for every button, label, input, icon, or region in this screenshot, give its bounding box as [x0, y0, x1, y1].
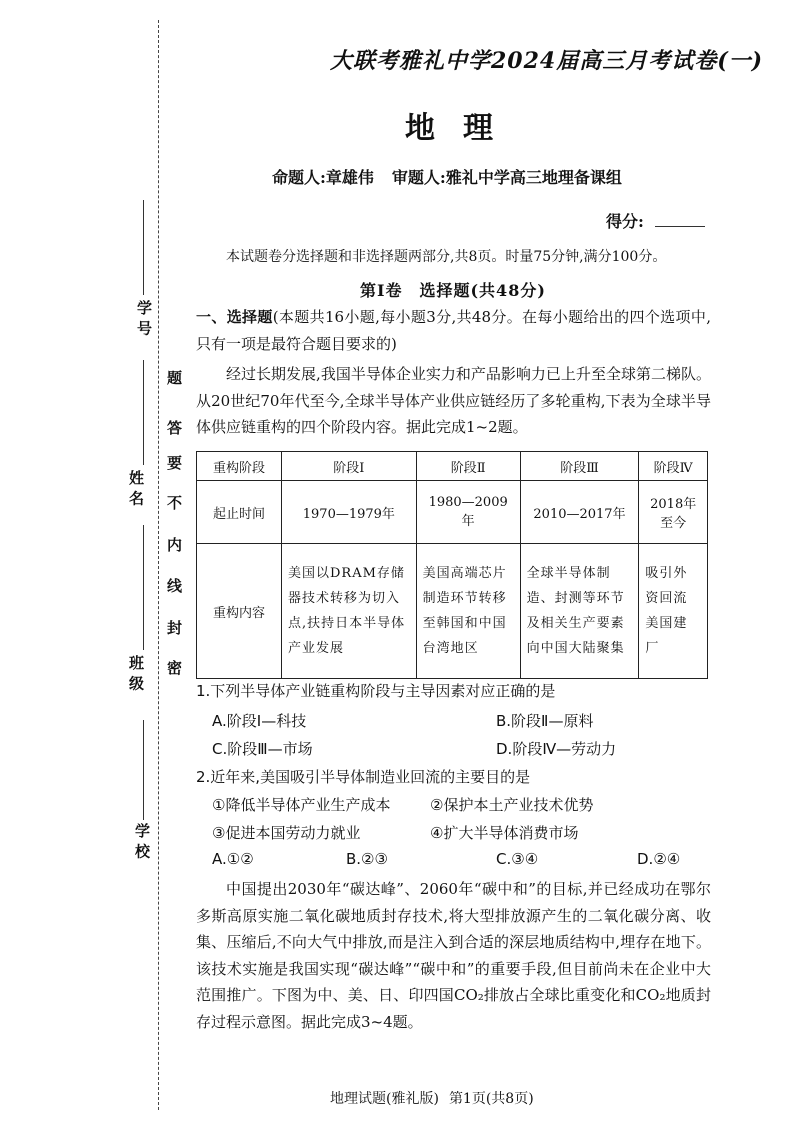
school-line	[143, 720, 144, 820]
table-row	[197, 452, 708, 481]
binding-dashed-line	[158, 20, 159, 1110]
q2-item: ②保护本土产业技术优势	[430, 796, 594, 814]
section-title: 第Ⅰ卷 选择题(共48分)	[360, 281, 546, 300]
table-row-label: 重构内容	[197, 544, 282, 679]
q2-item: ④扩大半导体消费市场	[430, 824, 579, 842]
footer-page: 第1页(共8页)	[448, 1091, 534, 1107]
score-label: 得分:	[606, 212, 644, 231]
section-instruction	[196, 304, 711, 357]
q1-option-a[interactable]: A.阶段Ⅰ—科技	[212, 712, 307, 730]
table-cell: 2018年至今	[639, 481, 708, 544]
passage-2: 中国提出2030年“碳达峰”、2060年“碳中和”的目标,并已经成功在鄂尔多斯高原实施二氧化碳地质封存技术,将大型排放源产生的二氧化碳分离、收集、压缩后,不向大气中排放,而是注入到合适的深层地质结构中,埋存在地下。该技术实施是我国实现“碳达峰”“碳中和”的重要手段,但目前尚未在企业中大范围推广。下图为中、美、日、印四国CO₂排放占全球比重变化和CO₂地质封存过程示意图。据此完成3~4题。	[196, 880, 711, 1031]
seal-char: 题	[165, 370, 183, 385]
table-row	[197, 544, 708, 679]
reviewer: 审题人:雅礼中学高三地理备课组	[391, 168, 622, 187]
table-header-cell: 重构阶段	[197, 452, 282, 481]
seal-char: 答	[165, 420, 183, 435]
name-line	[143, 360, 144, 465]
q2-option-b[interactable]: B.②③	[346, 850, 388, 868]
q2-option-d[interactable]: D.②④	[637, 850, 681, 868]
subject-title: 地理	[405, 111, 521, 146]
q2-item: ①降低半导体产业生产成本	[212, 796, 391, 814]
exam-title: 大联考雅礼中学2024届高三月考试卷(一)	[330, 48, 764, 74]
q2-option-a[interactable]: A.①②	[212, 850, 254, 868]
table-header-cell: 阶段Ⅲ	[520, 452, 639, 481]
table-row	[197, 481, 708, 544]
q2-item: ③促进本国劳动力就业	[212, 824, 361, 842]
table-cell: 吸引外资回流美国建厂	[639, 544, 708, 679]
page-footer	[330, 1088, 544, 1108]
table-header-cell: 阶段Ⅰ	[282, 452, 417, 481]
seal-char: 线	[165, 578, 183, 593]
q1-option-c[interactable]: C.阶段Ⅲ—市场	[212, 740, 313, 758]
question-1-stem: 1.下列半导体产业链重构阶段与主导因素对应正确的是	[196, 682, 556, 700]
seal-char: 密	[165, 660, 183, 675]
table-cell: 1970—1979年	[282, 481, 417, 544]
table-cell: 美国以DRAM存储器技术转移为切入点,扶持日本半导体产业发展	[282, 544, 417, 679]
passage-1: 经过长期发展,我国半导体企业实力和产品影响力已上升至全球第二梯队。从20世纪70年代至今,全球半导体产业供应链经历了多轮重构,下表为全球半导体供应链重构的四个阶段内容。据此完成1~2题。	[196, 365, 711, 436]
table-cell: 1980—2009年	[416, 481, 520, 544]
table-cell: 全球半导体制造、封测等环节及相关生产要素向中国大陆聚集	[520, 544, 639, 679]
seal-char: 要	[165, 455, 183, 470]
class-line	[143, 525, 144, 650]
table-cell: 2010—2017年	[520, 481, 639, 544]
author: 命题人:章雄伟	[272, 168, 374, 187]
table-header-cell: 阶段Ⅳ	[639, 452, 708, 481]
authors-line	[272, 165, 640, 188]
restructure-table	[196, 451, 708, 679]
name-label: 姓 名	[127, 470, 145, 506]
intro-text: 本试题卷分选择题和非选择题两部分,共8页。时量75分钟,满分100分。	[226, 249, 667, 265]
class-label: 班 级	[127, 655, 145, 691]
instruction-heading: 一、选择题	[196, 308, 273, 326]
table-header-cell: 阶段Ⅱ	[416, 452, 520, 481]
question-2-stem: 2.近年来,美国吸引半导体制造业回流的主要目的是	[196, 768, 531, 786]
seal-char: 内	[165, 537, 183, 552]
seal-char: 不	[165, 495, 183, 510]
instruction-body: (本题共16小题,每小题3分,共48分。在每小题给出的四个选项中,只有一项是最符合题目要求的)	[196, 308, 711, 353]
q1-option-d[interactable]: D.阶段Ⅳ—劳动力	[496, 740, 617, 758]
table-row-label: 起止时间	[197, 481, 282, 544]
student-id-label: 学 号	[135, 300, 153, 336]
seal-char: 封	[165, 620, 183, 635]
footer-subject: 地理试题(雅礼版)	[330, 1091, 439, 1107]
q1-option-b[interactable]: B.阶段Ⅱ—原料	[496, 712, 594, 730]
school-label: 学 校	[133, 823, 151, 859]
score-input-line[interactable]	[655, 226, 705, 227]
student-id-line	[143, 200, 144, 295]
q2-option-c[interactable]: C.③④	[496, 850, 539, 868]
table-cell: 美国高端芯片制造环节转移至韩国和中国台湾地区	[416, 544, 520, 679]
